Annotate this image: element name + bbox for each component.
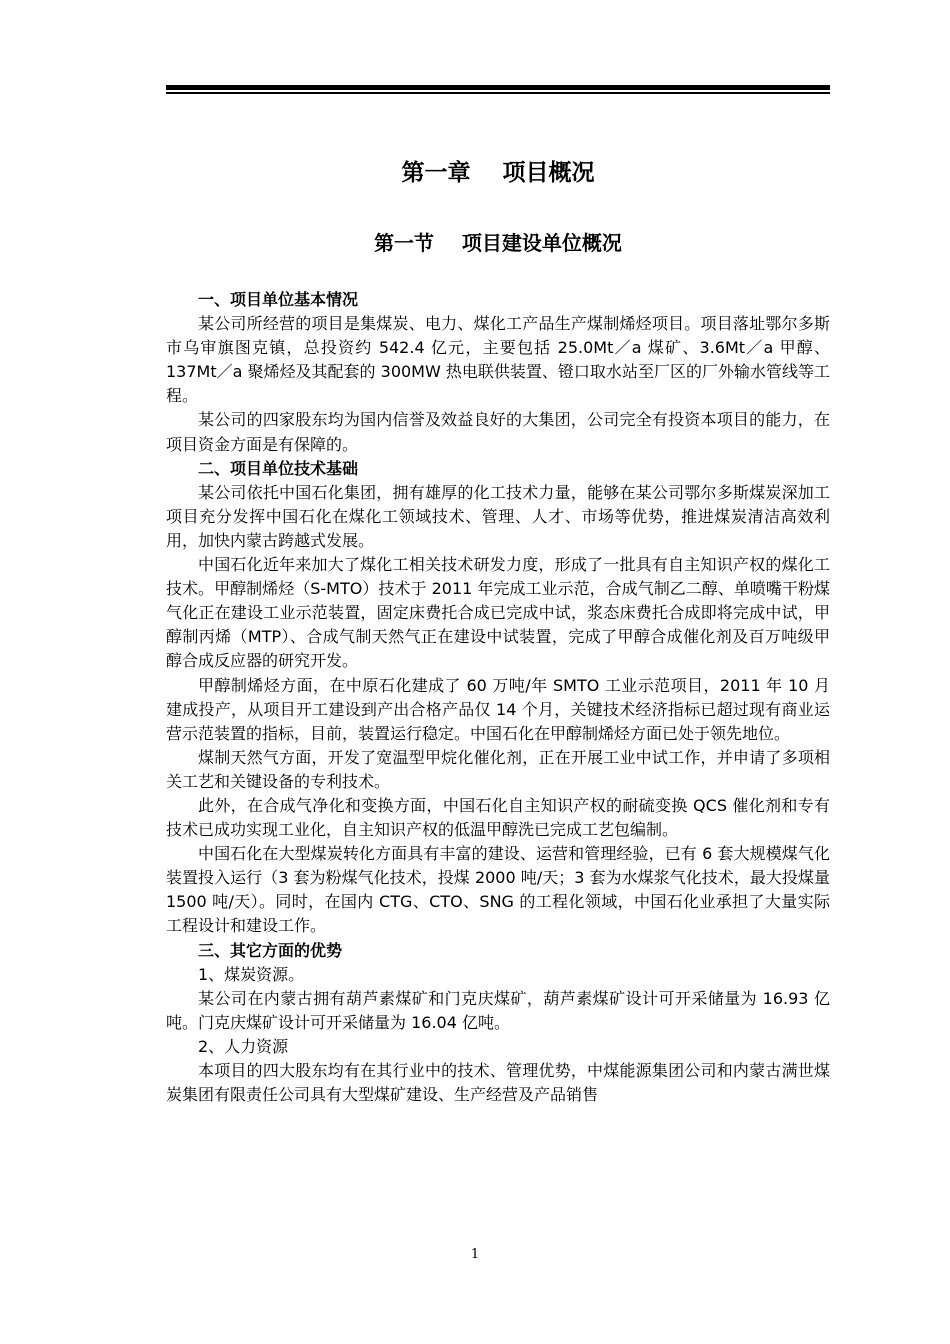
paragraph: 此外，在合成气净化和变换方面，中国石化自主知识产权的耐硫变换 QCS 催化剂和专有技术已成功实现工业化，自主知识产权的低温甲醇洗已完成工艺包编制。: [166, 795, 830, 840]
header-double-rule: [166, 85, 830, 94]
paragraph: 本项目的四大股东均有在其行业中的技术、管理优势，中煤能源集团公司和内蒙古满世煤炭集团有限责任公司具有大型煤矿建设、生产经营及产品销售: [166, 1061, 830, 1105]
heading-other-advantages: 三、其它方面的优势: [198, 940, 343, 960]
subheading-coal-resources: 1、煤炭资源。: [198, 964, 305, 984]
paragraph: 中国石化近年来加大了煤化工相关技术研发力度，形成了一批具有自主知识产权的煤化工技术。甲醇制烯烃（S-MTO）技术于 2011 年完成工业示范，合成气制乙二醇、单喷嘴干粉煤气化正在建设工业示范装置，固定床费托合成已完成中试，浆态床费托合成即将完成中试，甲醇制丙烯（MTP）、合成气制天然气正在建设中试装置，完成了甲醇合成催化剂及百万吨级甲醇合成反应器的研究开发。: [166, 555, 830, 671]
paragraph: 中国石化在大型煤炭转化方面具有丰富的建设、运营和管理经验，已有 6 套大规模煤气化装置投入运行（3 套为粉煤气化技术，投煤 2000 吨/天；3 套为水煤浆气化技术，最大投煤量 1500 吨/天）。同时，在国内 CTG、CTO、SNG 的工程化领域，中国石化业承担了大量实际工程设计和建设工作。: [166, 844, 830, 936]
paragraph: 某公司的四家股东均为国内信誉及效益良好的大集团，公司完全有投资本项目的能力，在项目资金方面是有保障的。: [166, 410, 830, 454]
page-number: 1: [470, 1247, 480, 1262]
section-title: 第一节 项目建设单位概况: [374, 231, 622, 255]
paragraph: 煤制天然气方面，开发了宽温型甲烷化催化剂，正在开展工业中试工作，并申请了多项相关工艺和关键设备的专利技术。: [166, 747, 830, 791]
heading-technical-basis: 二、项目单位技术基础: [198, 458, 359, 478]
paragraph: 某公司所经营的项目是集煤炭、电力、煤化工产品生产煤制烯烃项目。项目落址鄂尔多斯市乌审旗图克镇，总投资约 542.4 亿元，主要包括 25.0Mt／a 煤矿、3.6Mt／a 甲醇、137Mt／a 聚烯烃及其配套的 300MW 热电联供装置、镫口取水站至厂区的厂外输水管线等工程。: [166, 314, 830, 406]
heading-basic-info: 一、项目单位基本情况: [198, 290, 359, 309]
subheading-human-resources: 2、人力资源: [198, 1036, 289, 1056]
paragraph: 某公司依托中国石化集团，拥有雄厚的化工技术力量，能够在某公司鄂尔多斯煤炭深加工项目充分发挥中国石化在煤化工领域技术、管理、人才、市场等优势，推进煤炭清洁高效利用，加快内蒙古跨越式发展。: [166, 482, 830, 550]
document-body: [166, 288, 830, 1107]
paragraph: 甲醇制烯烃方面，在中原石化建成了 60 万吨/年 SMTO 工业示范项目，2011 年 10 月建成投产，从项目开工建设到产出合格产品仅 14 个月，关键技术经济指标已超过现有商业运营示范装置的指标，目前，装置运行稳定。中国石化在甲醇制烯烃方面已处于领先地位。: [166, 675, 830, 743]
paragraph: 某公司在内蒙古拥有葫芦素煤矿和门克庆煤矿，葫芦素煤矿设计可开采储量为 16.93 亿吨。门克庆煤矿设计可开采储量为 16.04 亿吨。: [166, 988, 830, 1032]
chapter-title: 第一章 项目概况: [401, 160, 595, 186]
